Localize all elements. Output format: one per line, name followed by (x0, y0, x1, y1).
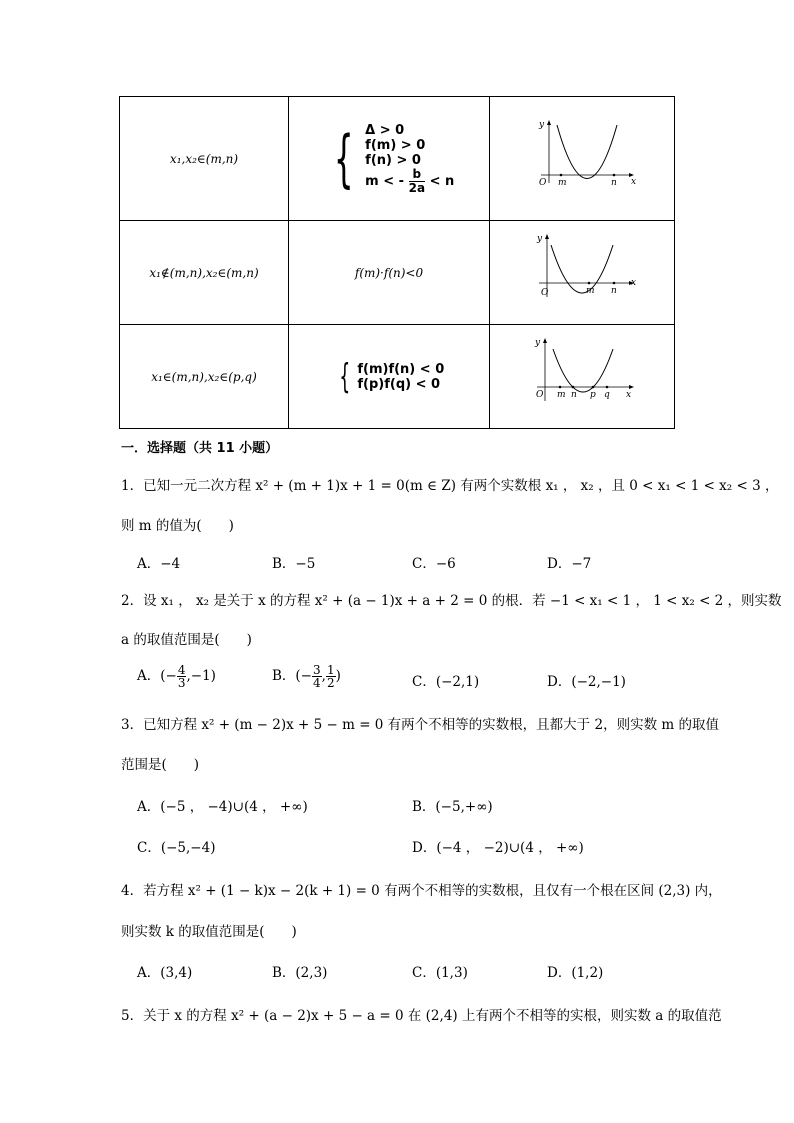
n-label: n (571, 389, 577, 400)
question-2-option-a: A．(− $\frac{4}{3}$ ,−1) (137, 663, 216, 690)
question-3-option-b: B．(−5,+∞) (412, 799, 493, 815)
n-label: n (611, 285, 617, 296)
question-1-stem-cont: 则 m 的值为( ) (121, 518, 234, 534)
parabola-graph-1 (527, 117, 637, 197)
y-axis-label: y (539, 119, 545, 130)
question-4-stem-cont: 则实数 k 的取值范围是( ) (121, 924, 297, 940)
formula-line (365, 168, 454, 195)
question-2-option-c: C．(−2,1) (412, 674, 480, 690)
table-row (120, 325, 675, 429)
left-brace: { (339, 356, 350, 397)
n-label: n (611, 177, 617, 188)
parabola-graph-3 (527, 335, 637, 415)
x-axis-label: x (631, 277, 637, 288)
question-1-stem: 1．已知一元二次方程 x² + (m + 1)x + 1 = 0(m ∈ Z) 有两个实数根 x₁ ， x₂ ，且 0 < x₁ < 1 < x₂ < 3 ， (121, 478, 779, 494)
question-2-option-d: D．(−2,−1) (547, 674, 626, 690)
section-title: 一．选择题（共 11 小题） (121, 441, 279, 456)
formula-part: < n (429, 173, 455, 189)
condition-cell: x₁,x₂∈(m,n) (120, 97, 289, 221)
fraction-numerator: b (409, 168, 425, 182)
inequality-system (324, 123, 455, 195)
question-3-option-c: C．(−5,−4) (137, 840, 216, 856)
graph-cell (490, 325, 675, 429)
question-4-option-c: C．(1,3) (412, 965, 468, 981)
parabola-graph-2 (527, 231, 637, 311)
condition-cell: x₁∉(m,n),x₂∈(m,n) (120, 221, 289, 325)
y-axis-label: y (537, 233, 543, 244)
y-axis-label: y (535, 337, 541, 348)
origin-label: O (541, 287, 549, 298)
question-2-stem: 2．设 x₁ ， x₂ 是关于 x 的方程 x² + (a − 1)x + a + 2 = 0 的根．若 −1 < x₁ < 1 ， 1 < x₂ < 2 ，则实数 (121, 593, 782, 609)
formula-line: f(m) > 0 (365, 137, 426, 153)
question-1-option-b: B．−5 (272, 556, 316, 572)
question-3-stem-cont: 范围是( ) (121, 757, 200, 773)
root-distribution-table (119, 96, 675, 429)
formula-cell (289, 325, 490, 429)
fraction-denominator: 2a (408, 180, 426, 195)
graph-cell (490, 221, 675, 325)
left-brace: { (333, 121, 354, 195)
question-3-option-d: D．(−4 ， −2)∪(4 ， +∞) (412, 840, 584, 856)
question-4-option-d: D．(1,2) (547, 965, 604, 981)
question-3-stem: 3．已知方程 x² + (m − 2)x + 5 − m = 0 有两个不相等的实数根，且都大于 2，则实数 m 的取值 (121, 717, 719, 733)
question-1-option-d: D．−7 (547, 556, 592, 572)
question-2-option-b: B．(− $\frac{3}{4}$ , $\frac{1}{2}$ ) (272, 663, 341, 690)
table-row (120, 97, 675, 221)
question-4-option-b: B．(2,3) (272, 965, 328, 981)
question-3-option-a: A．(−5 ， −4)∪(4 ， +∞) (137, 799, 308, 815)
inequality-system (334, 356, 445, 397)
question-1-option-c: C．−6 (412, 556, 456, 572)
formula-line: f(m)f(n) < 0 (357, 361, 445, 377)
origin-label: O (536, 389, 544, 400)
x-axis-label: x (626, 389, 632, 400)
formula-cell: f(m)·f(n)<0 (289, 221, 490, 325)
question-2-stem-cont: a 的取值范围是( ) (121, 632, 252, 648)
question-4-option-a: A．(3,4) (137, 965, 193, 981)
formula-line: Δ > 0 (365, 122, 405, 138)
formula-line: f(n) > 0 (365, 152, 421, 168)
graph-cell (490, 97, 675, 221)
fraction (409, 168, 425, 195)
m-label: m (558, 177, 567, 188)
formula-line: f(p)f(q) < 0 (357, 376, 441, 392)
m-label: m (586, 285, 595, 296)
formula-cell (289, 97, 490, 221)
question-5-stem: 5．关于 x 的方程 x² + (a − 2)x + 5 − a = 0 在 (2,4) 上有两个不相等的实根，则实数 a 的取值范 (121, 1008, 722, 1024)
p-label: p (590, 389, 596, 400)
origin-label: O (539, 177, 547, 188)
condition-cell: x₁∈(m,n),x₂∈(p,q) (120, 325, 289, 429)
x-axis-label: x (631, 176, 637, 187)
m-label: m (557, 389, 566, 400)
table-row (120, 221, 675, 325)
q-label: q (604, 389, 610, 400)
question-1-option-a: A．−4 (137, 556, 181, 572)
formula-part: m < - (365, 173, 405, 189)
question-4-stem: 4．若方程 x² + (1 − k)x − 2(k + 1) = 0 有两个不相等的实数根，且仅有一个根在区间 (2,3) 内， (121, 883, 722, 899)
